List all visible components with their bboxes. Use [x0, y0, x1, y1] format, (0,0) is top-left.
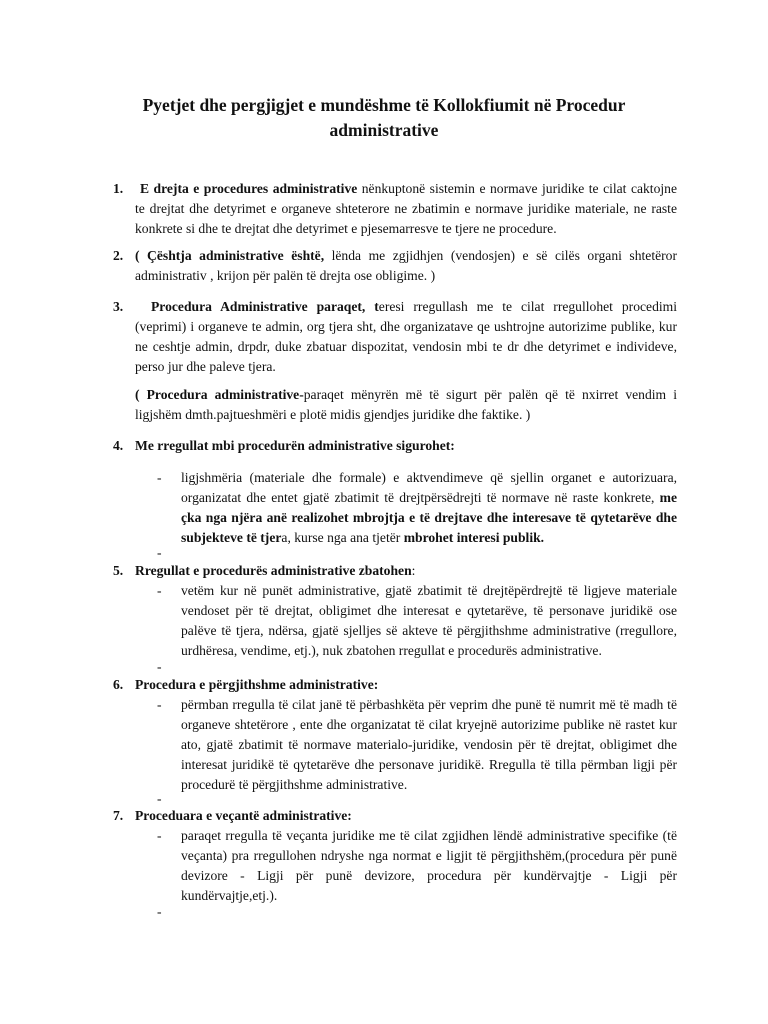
bullet-item-6 — [157, 695, 677, 795]
list-item-7 — [113, 806, 677, 826]
empty-dash: - — [157, 659, 162, 674]
bullet-item-5 — [157, 581, 677, 661]
item-text — [135, 297, 677, 377]
item-number: 1. — [113, 181, 124, 196]
item-definition: eresi rregullash me te cilat rregullohet procedimi (veprimi) i organeve te admin, org tjera sht, dhe organizatave qe ushtrojne autorizime publike, kur ne ceshtje admin, drpdr, duke zbatuar dispozitat, vendosin mbi te dr dhe detyrimet e individeve, perso jur dhe paleve tjera. — [135, 299, 677, 374]
bullet-text: paraqet rregulla të veçanta juridike me të cilat zgjidhen lëndë administrative specifike (të veçanta) pra rregullohen ndryshe nga normat e ligjit të përgjithshëm,(procedura për punë devizore - Ligji për punë devizore, procedura për kundërvajtje - Ligji për kundërvajtje,etj.). — [181, 828, 677, 903]
item-number: 7. — [113, 808, 124, 823]
empty-dash: - — [157, 904, 162, 919]
dash-bullet: - — [157, 583, 162, 598]
item-term: Procedura Administrative paraqet, t — [151, 299, 379, 314]
bullet-item-4 — [157, 468, 677, 548]
empty-dash: - — [157, 545, 162, 560]
item-number: 5. — [113, 563, 124, 578]
item-3-note — [135, 385, 677, 425]
bullet-item-7 — [157, 826, 677, 906]
bullet-text: përmban rregulla të cilat janë të përbashkëta për veprim dhe punë të numrit më të madh të organeve shtetërore , ente dhe organizatat të cilat kryejnë autorizime publike në rastet kur ato, gjatë zbatimit të normave materialo-juridike, vendosin për të drejtat, obligimet dhe interesat juridikë të qytetarëve dhe personave juridikë. Rregulla të tilla përmban ligji për procedurë të përgjithshme administrative. — [181, 697, 677, 792]
dash-bullet: - — [157, 828, 162, 843]
item-number: 4. — [113, 438, 124, 453]
item-heading: Rregullat e procedurës administrative zbatohen: — [135, 563, 416, 578]
list-item-3 — [113, 297, 677, 377]
title-line-2: administrative — [329, 120, 439, 140]
dash-bullet: - — [157, 697, 162, 712]
item-heading: Proceduara e veçantë administrative: — [135, 808, 352, 823]
item-term: ( Çështja administrative është, — [135, 248, 325, 263]
list-item-6 — [113, 675, 677, 695]
item-definition: lënda me zgjidhjen (vendosjen) e së cilës organi shtetëror administrativ , krijon për palën të drejta ose obligime. ) — [135, 248, 677, 283]
item-heading: Procedura e përgjithshme administrative: — [135, 677, 379, 692]
bullet-text: ligjshmëria (materiale dhe formale) e aktvendimeve që sjellin organet e autorizuara, organizatat dhe entet gjatë zbatimit të drejtpërsëdrejti të normave në raste konkrete, me çka nga njëra anë realizohet mbrojtja e të drejtave dhe interesave të qytetarëve dhe subjekteve të tjera, kurse nga ana tjetër mbrohet interesi publik. — [181, 470, 677, 545]
item-number: 2. — [113, 248, 124, 263]
empty-dash: - — [157, 791, 162, 806]
item-heading: Me rregullat mbi procedurën administrative sigurohet: — [135, 438, 455, 453]
item-definition: nënkuptonë sistemin e normave juridike te cilat caktojne te drejtat dhe detyrimet e organeve shteterore ne zbatimin e normave juridike materiale, ne raste konkrete si dhe te drejtat dhe detyrimet e pjesemarresve te tjere ne procedure. — [135, 181, 677, 236]
bullet-text: vetëm kur në punët administrative, gjatë zbatimit të drejtëpërdrejtë të ligjeve materiale vendoset për të drejtat, obligimet dhe interesat e qytetarëve, të personave juridikë ose palëve të tjera, ndërsa, gjatë sjelljes së akteve të përgjithshme administrative (rregullore, urdhëresa, vendime, etj.), nuk zbatohen rregullat e procedurës administrative. — [181, 583, 677, 658]
list-item-5 — [113, 561, 677, 581]
item-number: 6. — [113, 677, 124, 692]
list-item-1 — [113, 179, 677, 239]
note-term: ( Procedura administrative- — [135, 387, 304, 402]
document-title — [120, 93, 648, 143]
dash-bullet: - — [157, 470, 162, 485]
list-item-2 — [113, 246, 677, 286]
item-text — [135, 179, 677, 239]
item-term: E drejta e procedures administrative — [140, 181, 358, 196]
title-line-1: Pyetjet dhe pergjigjet e mundëshme të Kollokfiumit në Procedur — [142, 95, 626, 115]
item-number: 3. — [113, 299, 124, 314]
note-text: paraqet mënyrën më të sigurt për palën që të nxirret vendim i ligjshëm dmth.pajtueshmëri e plotë midis gjendjes juridike dhe faktike. ) — [135, 387, 677, 422]
item-text — [135, 246, 677, 286]
list-item-4 — [113, 436, 677, 456]
